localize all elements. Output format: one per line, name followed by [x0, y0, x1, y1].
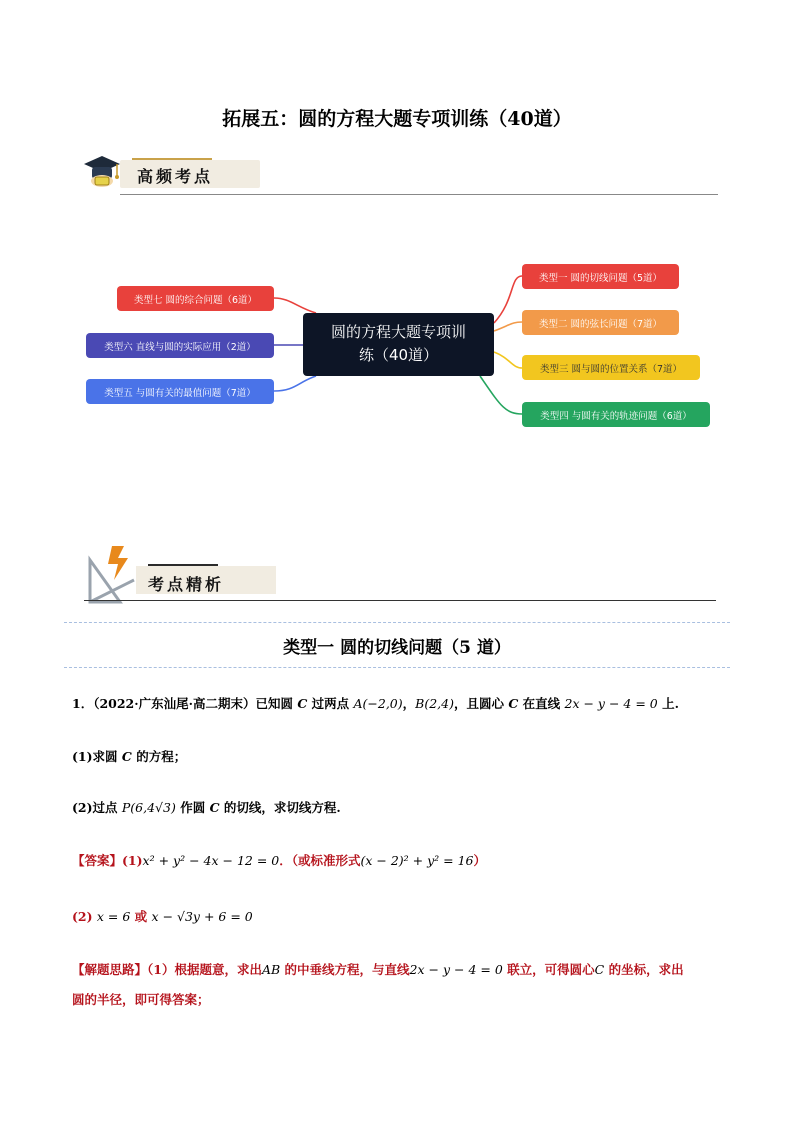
node-type-6: 类型六 直线与圆的实际应用（2道） — [86, 333, 274, 358]
answer-number: (2) — [72, 909, 93, 924]
banner2-accent-line — [148, 564, 218, 566]
node-type-4: 类型四 与圆有关的轨迹问题（6道） — [522, 402, 710, 427]
solution-line-1 — [72, 960, 684, 978]
q2-text: (2)过点 — [72, 800, 122, 815]
var-c: C — [209, 800, 220, 815]
stem-text: ，且圆心 — [453, 696, 509, 711]
solution-text: 联立，可得圆心 — [502, 962, 595, 977]
answer-label: 【答案】 — [72, 853, 123, 868]
node-type-2: 类型二 圆的弦长问题（7道） — [522, 310, 679, 335]
var-c: C — [594, 962, 605, 977]
banner2-title: 考点精析 — [148, 575, 225, 594]
solution-text: 的坐标，求出 — [604, 962, 684, 977]
problem-source: （2022·广东汕尾·高二期末） — [93, 696, 256, 711]
banner2-rule — [84, 600, 716, 601]
solution-label: 【解题思路】 — [72, 962, 148, 977]
tangent-equation-2: x − √3y + 6 = 0 — [151, 909, 253, 924]
stem-text: 上. — [657, 696, 679, 711]
q2-text: 作圆 — [175, 800, 210, 815]
solution-line-2: 圆的半径，即可得答案； — [72, 992, 210, 1007]
answer-text: ．（或标准形式 — [279, 853, 361, 868]
problem-number: 1． — [72, 696, 94, 711]
var-c: C — [508, 696, 519, 711]
mindmap-center-node — [303, 313, 494, 376]
answer-number: (1) — [122, 853, 143, 868]
answer-or: 或 — [130, 909, 152, 924]
question-1 — [72, 747, 186, 765]
tangent-equation-1: x = 6 — [96, 909, 131, 924]
node-type-5: 类型五 与圆有关的最值问题（7道） — [86, 379, 274, 404]
line-equation: 2x − y − 4 = 0 — [409, 962, 503, 977]
question-2 — [72, 798, 341, 816]
var-c: C — [121, 749, 132, 764]
answer-standard-form: (x − 2)² + y² = 16 — [360, 853, 474, 868]
point-b: B(2,4) — [415, 696, 454, 711]
q1-text: (1)求圆 — [72, 749, 122, 764]
answer-text: ） — [473, 853, 487, 868]
stem-text: 过两点 — [307, 696, 354, 711]
point-p: P(6,4√3) — [121, 800, 176, 815]
node-type-7: 类型七 圆的综合问题（6道） — [117, 286, 274, 311]
section-title: 类型一 圆的切线问题（5 道） — [283, 638, 511, 658]
answer-line-1 — [72, 851, 486, 869]
document-title: 拓展五：圆的方程大题专项训练（40道） — [222, 108, 572, 130]
section-rule-top — [64, 622, 730, 623]
q2-text: 的切线，求切线方程. — [219, 800, 341, 815]
node-type-3: 类型三 圆与圆的位置关系（7道） — [522, 355, 700, 380]
center-line-2: 练（40道） — [358, 346, 439, 364]
point-a: A(−2,0) — [353, 696, 403, 711]
geometry-tools-icon — [84, 540, 144, 606]
center-line-1: 圆的方程大题专项训 — [330, 323, 466, 341]
answer-line-2 — [72, 907, 253, 925]
answer-equation: x² + y² − 4x − 12 = 0 — [142, 853, 280, 868]
var-c: C — [297, 696, 308, 711]
problem-stem — [72, 694, 679, 712]
solution-text: 的中垂线方程，与直线 — [280, 962, 410, 977]
segment-ab: AB — [261, 962, 281, 977]
node-type-1: 类型一 圆的切线问题（5道） — [522, 264, 679, 289]
q1-text: 的方程； — [131, 749, 187, 764]
banner-analysis — [84, 540, 724, 610]
mindmap — [0, 0, 794, 460]
banner-title: 高频考点 — [137, 167, 214, 186]
stem-text: 在直线 — [518, 696, 565, 711]
stem-text: ， — [402, 696, 416, 711]
stem-text: 已知圆 — [255, 696, 298, 711]
solution-text: （1）根据题意，求出 — [147, 962, 262, 977]
section-rule-bottom — [64, 667, 730, 668]
line-equation: 2x − y − 4 = 0 — [564, 696, 658, 711]
